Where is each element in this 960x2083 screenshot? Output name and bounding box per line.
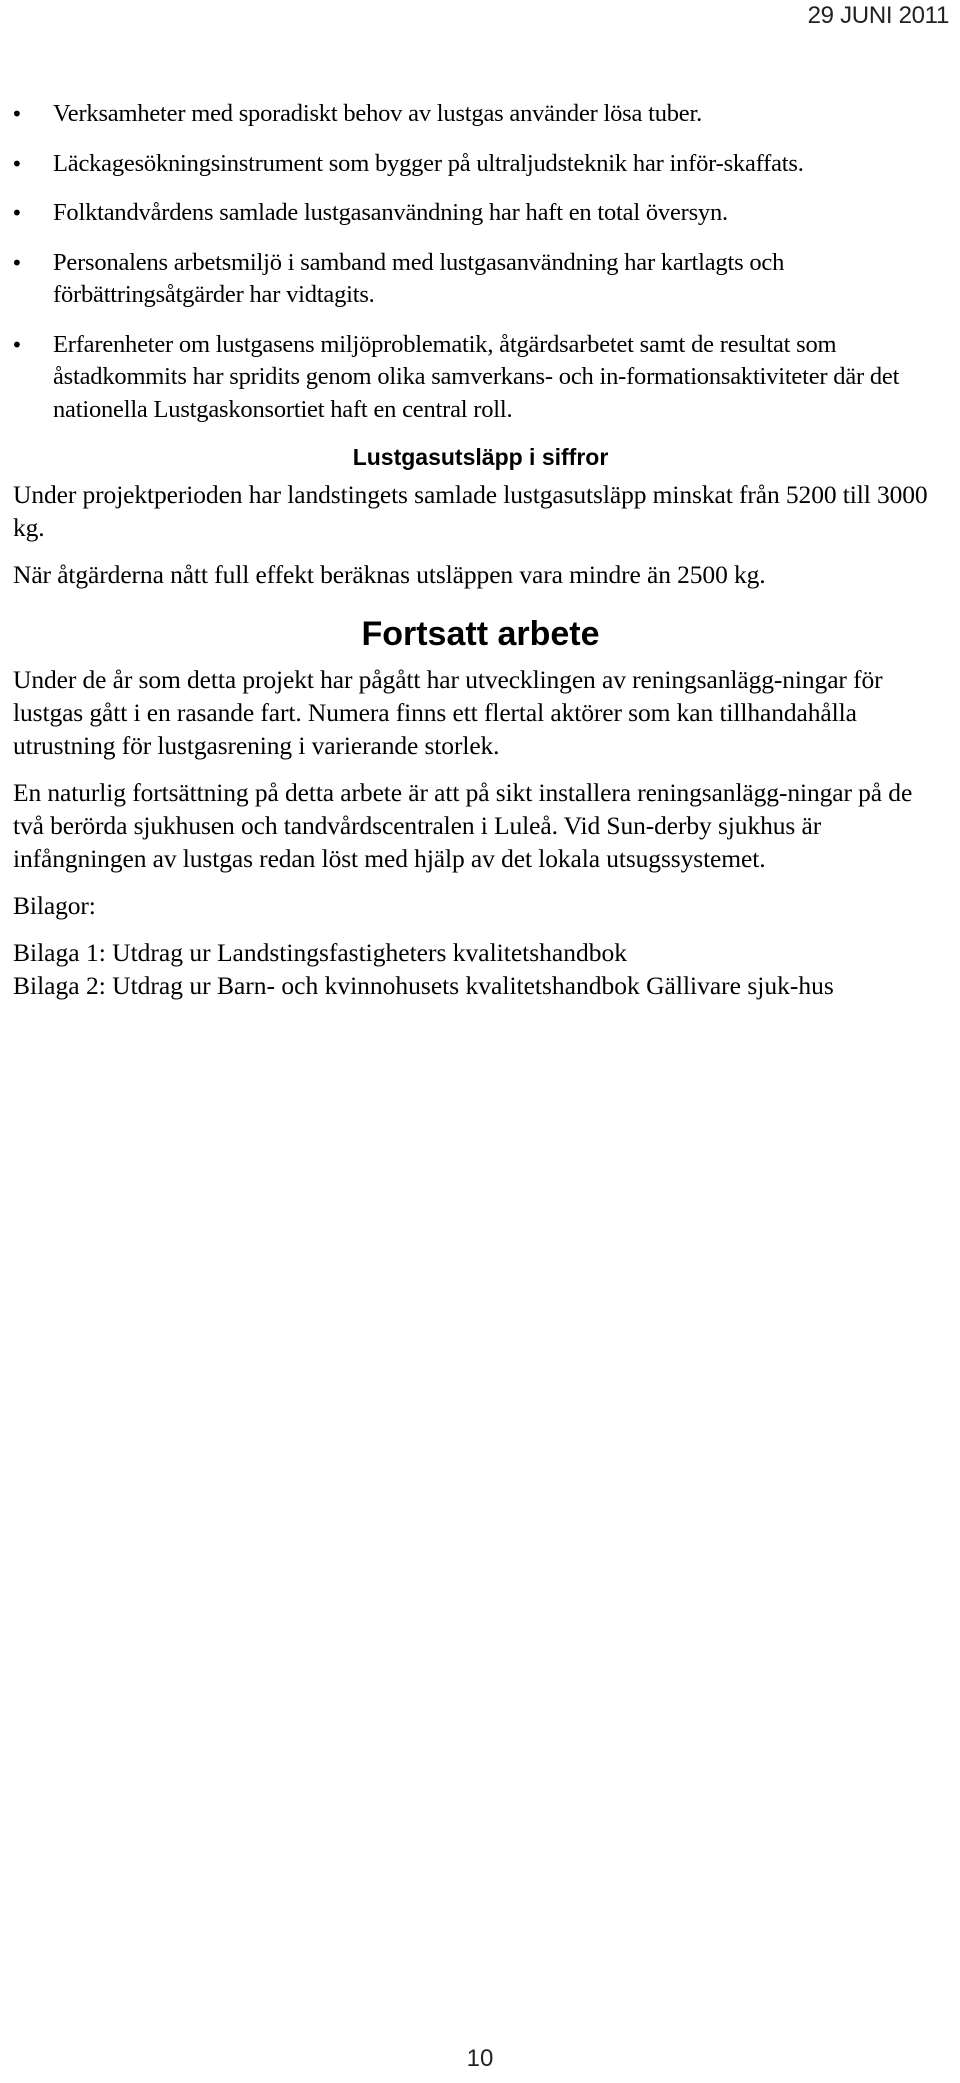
attachment-item: Bilaga 2: Utdrag ur Barn- och kvinnohusets kvalitetshandbok Gällivare sjuk-hus (13, 971, 834, 1000)
list-item-text: Personalens arbetsmiljö i samband med lustgasanvändning har kartlagts och förbättringsåtgärder har vidtagits. (53, 248, 785, 308)
list-item (13, 247, 948, 312)
list-item-text: Läckagesökningsinstrument som bygger på ultraljudsteknik har inför-skaffats. (53, 149, 804, 177)
section-heading-emissions: Lustgasutsläpp i siffror (352, 444, 609, 470)
paragraph: När åtgärderna nått full effekt beräknas utsläppen vara mindre än 2500 kg. (13, 560, 766, 589)
attachment-item: Bilaga 1: Utdrag ur Landstingsfastigheters kvalitetshandbok (13, 938, 627, 967)
paragraph: Under de år som detta projekt har pågått har utvecklingen av reningsanlägg-ningar för lustgas gått i en rasande fart. Numera finns ett flertal aktörer som kan tillhandahålla utrustning för lustgasrening i varierande storlek. (13, 665, 883, 760)
list-item (13, 98, 948, 131)
list-item (13, 329, 948, 427)
attachments-list (13, 936, 948, 1002)
bullet-icon: • (11, 332, 23, 357)
attachments-label: Bilagor: (13, 891, 96, 920)
paragraph: Under projektperioden har landstingets samlade lustgasutsläpp minskat från 5200 till 3000 kg. (13, 480, 928, 542)
bullet-list (13, 98, 948, 426)
document-body (13, 98, 948, 1002)
bullet-icon: • (11, 102, 23, 126)
page-number: 10 (466, 2045, 494, 2072)
bullet-icon: • (11, 201, 23, 225)
page-header-date: 29 JUNI 2011 (807, 2, 949, 29)
list-item (13, 148, 948, 181)
list-item (13, 197, 948, 230)
list-item-text: Erfarenheter om lustgasens miljöproblematik, åtgärdsarbetet samt de resultat som åstadkommits har spridits genom olika samverkans- och in-formationsaktiviteter där det nationella Lustgaskonsortiet haft en central roll. (53, 330, 900, 423)
list-item-text: Verksamheter med sporadiskt behov av lustgas använder lösa tuber. (53, 100, 703, 127)
list-item-text: Folktandvårdens samlade lustgasanvändning har haft en total översyn. (53, 199, 728, 226)
bullet-icon: • (11, 151, 23, 176)
paragraph: En naturlig fortsättning på detta arbete är att på sikt installera reningsanlägg-ningar på de två berörda sjukhusen och tandvårdscentralen i Luleå. Vid Sun-derby sjukhus är infångningen av lustgas redan löst med hjälp av det lokala utsugssystemet. (13, 778, 913, 873)
section-heading-continued-work: Fortsatt arbete (361, 615, 600, 653)
bullet-icon: • (11, 250, 23, 275)
